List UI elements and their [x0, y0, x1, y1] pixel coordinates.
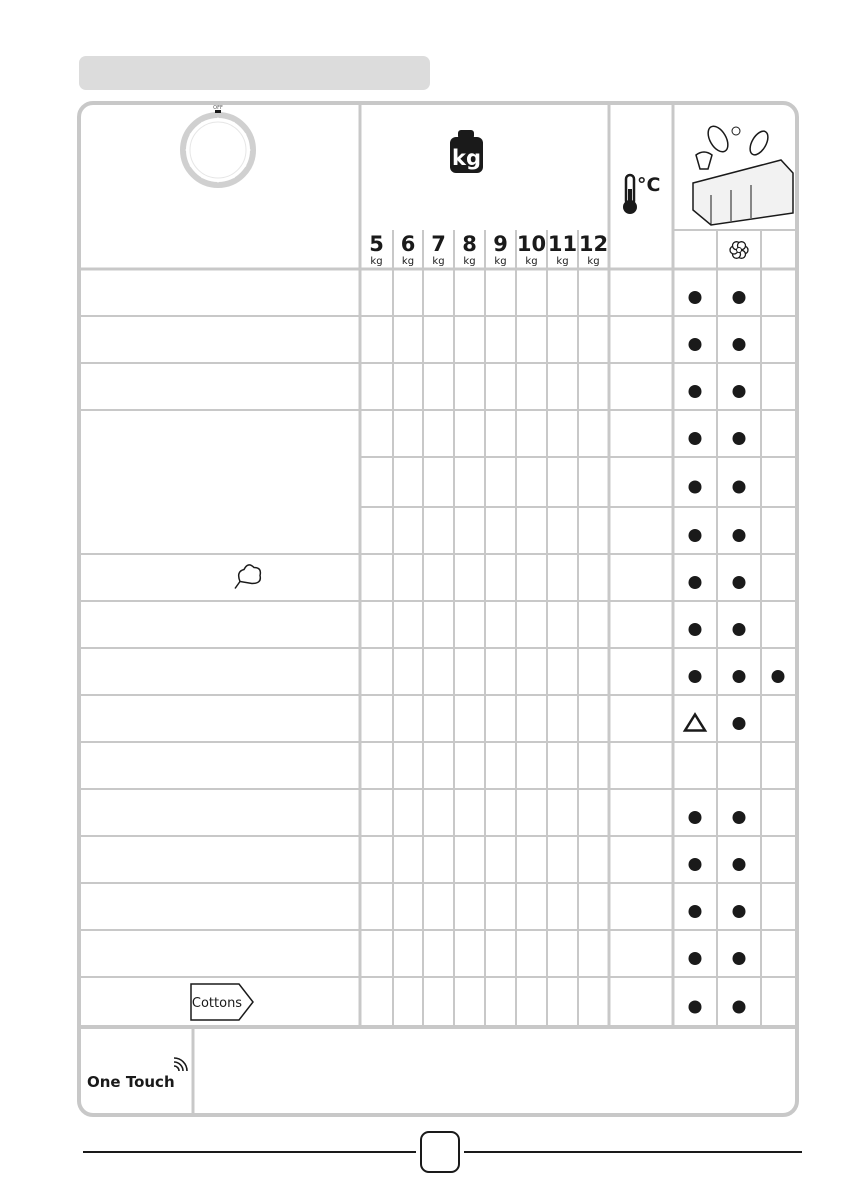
footer-rule-left: [83, 1151, 416, 1153]
load-unit: kg: [401, 256, 415, 267]
one-touch-label: One Touch: [87, 1073, 175, 1091]
cottons-badge-label: Cottons: [191, 996, 243, 1011]
detergent-dot: [689, 952, 702, 965]
detergent-dot: [733, 291, 746, 304]
load-unit: kg: [432, 256, 445, 267]
detergent-dot: [733, 670, 746, 683]
detergent-dot: [689, 432, 702, 445]
load-value: 6: [400, 232, 416, 256]
load-unit: kg: [463, 256, 476, 267]
weight-kg-text: kg: [452, 146, 481, 170]
detergent-dot: [733, 952, 746, 965]
programme-table: [77, 101, 799, 1117]
load-value: 7: [431, 232, 446, 256]
detergent-dot: [733, 385, 746, 398]
wifi-signal-icon: [174, 1058, 187, 1071]
detergent-dot: [733, 432, 746, 445]
flower-icon: [730, 242, 748, 259]
detergent-dot: [733, 576, 746, 589]
cotton-flower-icon: [235, 565, 260, 589]
programme-dial-icon: [183, 105, 253, 185]
detergent-dot: [733, 1001, 746, 1014]
weight-kg-icon: [450, 130, 483, 173]
load-unit: kg: [556, 256, 569, 267]
load-value: 11: [547, 232, 578, 256]
page-number-box: [420, 1131, 460, 1173]
detergent-dot: [689, 623, 702, 636]
detergent-dot: [689, 576, 702, 589]
detergent-dot: [733, 905, 746, 918]
temperature-symbol: °C: [637, 174, 661, 196]
table-grid: [81, 105, 795, 1113]
detergent-dot: [733, 481, 746, 494]
load-value: 5: [369, 232, 384, 256]
load-unit: kg: [525, 256, 538, 267]
dial-off-label: OFF: [213, 105, 223, 111]
detergent-dot: [733, 858, 746, 871]
detergent-dot: [689, 291, 702, 304]
load-value: 10: [516, 232, 547, 256]
detergent-dot: [733, 811, 746, 824]
cottons-badge: [191, 984, 253, 1020]
detergent-dot: [689, 1001, 702, 1014]
detergent-dot: [689, 811, 702, 824]
detergent-dot: [689, 481, 702, 494]
load-unit: kg: [494, 256, 507, 267]
detergent-dot: [689, 858, 702, 871]
detergent-dot: [733, 717, 746, 730]
detergent-dot: [733, 529, 746, 542]
detergent-dot: [689, 385, 702, 398]
load-unit: kg: [370, 256, 383, 267]
detergent-dot: [689, 529, 702, 542]
load-unit: kg: [587, 256, 600, 267]
detergent-drawer-icon: [693, 123, 793, 225]
detergent-dot: [733, 338, 746, 351]
thermometer-icon: [623, 175, 637, 214]
detergent-dot: [689, 338, 702, 351]
footer-rule-right: [464, 1151, 802, 1153]
load-value: 12: [578, 232, 609, 256]
section-title-bar: [79, 56, 430, 90]
load-value: 8: [462, 232, 477, 256]
detergent-dot: [772, 670, 785, 683]
detergent-triangle: [685, 715, 705, 731]
load-value: 9: [493, 232, 508, 256]
detergent-dot: [689, 670, 702, 683]
detergent-dot: [733, 623, 746, 636]
detergent-dot: [689, 905, 702, 918]
